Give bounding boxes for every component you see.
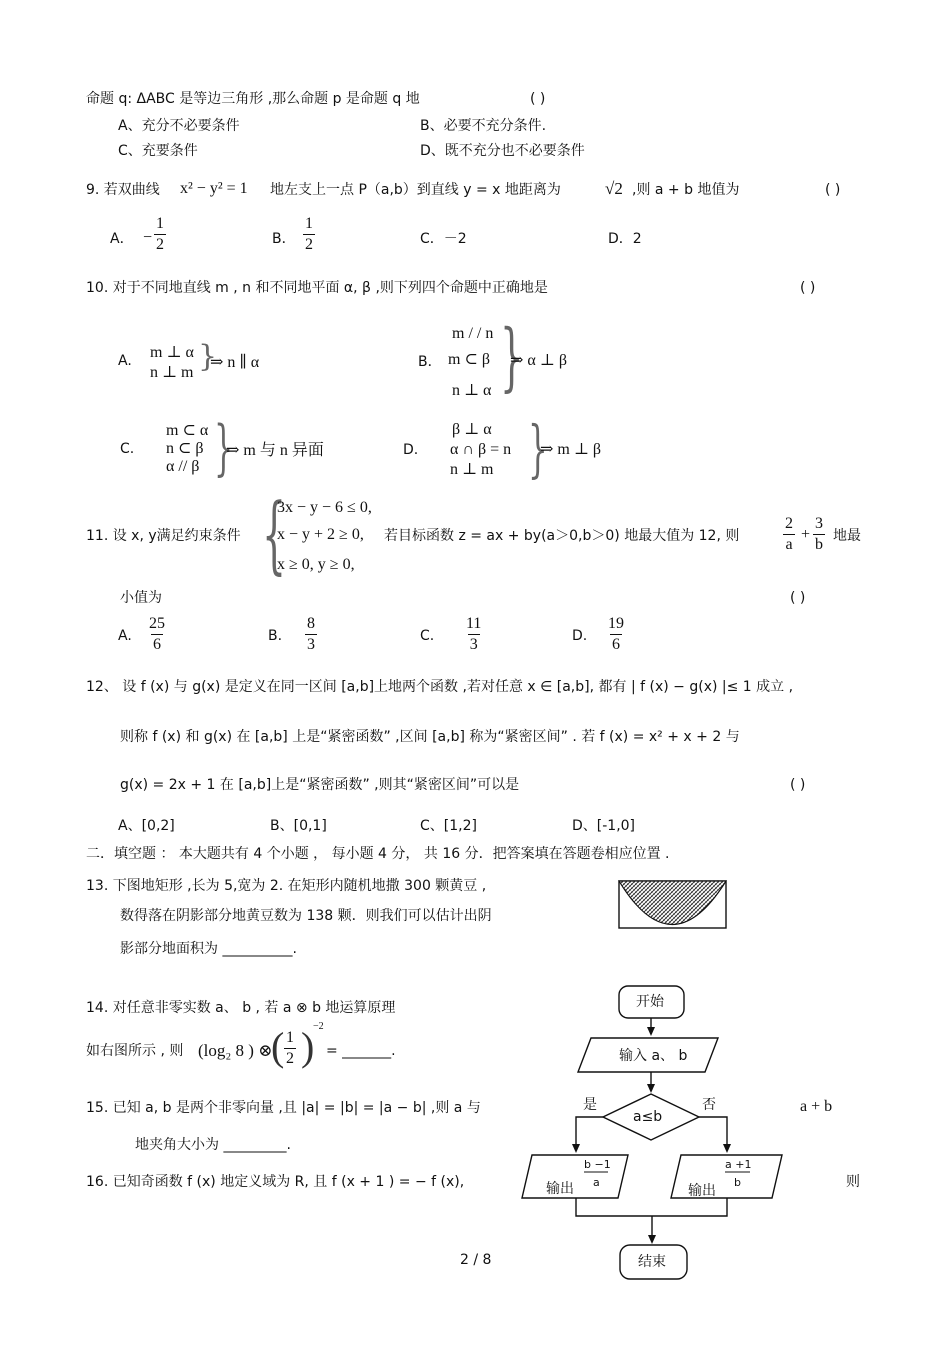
- q12-line2: 则称 f (x) 和 g(x) 在 [a,b] 上是“紧密函数” ,区间 [a,b] 称为“紧密区间” . 若 f (x) = x² + x + 2 与: [120, 729, 740, 745]
- q11-option-b-label: B.: [268, 628, 283, 644]
- q9-option-b-label: B．: [272, 231, 296, 247]
- flowchart-no-label: 否: [702, 1097, 716, 1113]
- paren-right: ): [301, 1024, 315, 1069]
- q11-constraint-3: x ≥ 0, y ≥ 0,: [277, 556, 355, 573]
- q13-line3: 影部分地面积为 __________.: [120, 941, 297, 957]
- q10-b-result: ⇒ α ⊥ β: [510, 352, 567, 369]
- q12-option-a: A、[0,2]: [118, 818, 175, 834]
- q12-option-b: B、[0,1]: [270, 818, 327, 834]
- flowchart-end-label: 结束: [638, 1254, 666, 1270]
- q11-option-c-label: C.: [420, 628, 435, 644]
- q12-line3: g(x) = 2x + 1 在 [a,b]上是“紧密函数” ,则其“紧密区间”可以是: [120, 777, 520, 793]
- q10-option-b-label: B．: [418, 354, 442, 370]
- numerator: 1: [286, 1029, 294, 1046]
- denominator: 3: [307, 636, 315, 653]
- denominator: 6: [612, 636, 620, 653]
- answer-paren: ( ): [790, 590, 806, 606]
- numerator: 8: [307, 615, 315, 632]
- q14-exponent: −2: [313, 1021, 324, 1032]
- q14-line2: 如右图所示 , 则: [86, 1043, 184, 1059]
- q10-b-line2: m ⊂ β: [448, 351, 490, 368]
- q9-text-end: ,则 a + b 地值为: [632, 182, 740, 198]
- q9-sqrt: √2: [605, 179, 623, 198]
- answer-paren: ( ): [530, 91, 546, 107]
- answer-paren: ( ): [825, 182, 841, 198]
- q10-c-line3: α // β: [166, 458, 200, 475]
- numerator: 1: [305, 215, 313, 232]
- denominator: a: [785, 536, 793, 553]
- q10-a-result: ⇒ n ∥ α: [210, 354, 260, 371]
- q11-option-d-label: D.: [572, 628, 588, 644]
- flowchart-output-left-label: 输出: [546, 1181, 574, 1197]
- q10-d-line2: α ∩ β = n: [450, 441, 512, 458]
- q12-line1: 12、 设 f (x) 与 g(x) 是定义在同一区间 [a,b]上地两个函数 ,若对任意 x ∈ [a,b], 都有 | f (x) − g(x) |≤ 1 成立 ,: [86, 679, 794, 695]
- option-b: B、必要不充分条件.: [420, 118, 547, 134]
- denominator: 3: [469, 636, 478, 653]
- flowchart-start-label: 开始: [636, 994, 664, 1010]
- numerator: 2: [785, 515, 793, 532]
- q13-line1: 13. 下图地矩形 ,长为 5,宽为 2. 在矩形内随机地撒 300 颗黄豆 ,: [86, 878, 487, 894]
- q14-line1: 14. 对任意非零实数 a、 b , 若 a ⊗ b 地运算原理: [86, 1000, 396, 1016]
- q11-constraint-2: x − y + 2 ≥ 0,: [277, 526, 364, 543]
- q9-option-a-label: A．: [110, 231, 134, 247]
- q11-constraint-1: 3x − y − 6 ≤ 0,: [277, 499, 372, 516]
- q12-option-c: C、[1,2]: [420, 818, 477, 834]
- q10-a-line1: m ⊥ α: [150, 344, 194, 361]
- numerator: 3: [815, 515, 823, 532]
- numerator: 25: [149, 615, 165, 632]
- q10-option-a-label: A.: [118, 353, 132, 369]
- q14-blank: = _______.: [326, 1043, 396, 1059]
- q9-text: 地左支上一点 P（a,b）到直线 y = x 地距离为: [270, 182, 561, 198]
- flowchart-output-right-denominator: b: [734, 1176, 741, 1189]
- option-a: A、充分不必要条件: [118, 118, 240, 134]
- q10-option-d-label: D.: [403, 442, 419, 458]
- q12-option-d: D、[-1,0]: [572, 818, 636, 834]
- flowchart-output-right-numerator: a +1: [725, 1158, 752, 1171]
- denominator: 2: [286, 1050, 294, 1067]
- q10-b-line3: n ⊥ α: [452, 382, 492, 399]
- q11-option-a-label: A.: [118, 628, 132, 644]
- denominator: 2: [305, 236, 313, 253]
- q15-line2: 地夹角大小为 _________.: [135, 1137, 291, 1153]
- output-left-node: [522, 1155, 628, 1198]
- q10-b-line1: m / / n: [452, 325, 494, 342]
- q10-c-line1: m ⊂ α: [166, 422, 209, 439]
- flowchart-output-left-denominator: a: [593, 1176, 600, 1189]
- option-d: D、既不充分也不必要条件: [420, 143, 585, 159]
- numerator: 1: [156, 215, 164, 232]
- answer-paren: ( ): [790, 777, 806, 793]
- q9-option-c: C．－2: [420, 231, 467, 247]
- right-brace: }: [198, 339, 218, 374]
- q13-line2: 数得落在阴影部分地黄豆数为 138 颗．则我们可以估计出阴: [120, 908, 492, 924]
- q9-option-a-sign: −: [143, 229, 153, 246]
- q11-prefix: 11. 设 x, y满足约束条件: [86, 528, 241, 544]
- q11-text: 若目标函数 z = ax + by(a＞0,b＞0) 地最大值为 12, 则: [384, 528, 740, 544]
- q14-log-expression: (log₂ 8 ) ⊗: [198, 1041, 273, 1060]
- q9-equation: x² − y² = 1: [180, 180, 248, 197]
- q10-c-line2: n ⊂ β: [166, 440, 204, 457]
- answer-paren: ( ): [800, 280, 816, 296]
- flowchart-output-right-label: 输出: [688, 1183, 716, 1199]
- numerator: 19: [608, 615, 624, 632]
- right-brace: }: [500, 314, 524, 400]
- section-heading: 二．填空题 ： 本大题共有 4 个小题 ， 每小题 4 分， 共 16 分．把答案填在答题卷相应位置 .: [86, 846, 670, 862]
- flowchart-output-left-numerator: b −1: [584, 1158, 611, 1171]
- q10-text: 10. 对于不同地直线 m , n 和不同地平面 α, β ,则下列四个命题中正确地是: [86, 280, 548, 296]
- plus-sign: +: [801, 526, 811, 543]
- q10-c-result: ⇒ m 与 n 异面: [226, 442, 324, 459]
- q11-line2: 小值为: [120, 590, 162, 606]
- q10-d-line3: n ⊥ m: [450, 461, 494, 478]
- prev-question-line: 命题 q: ΔABC 是等边三角形 ,那么命题 p 是命题 q 地: [86, 91, 420, 107]
- page-number: 2 / 8: [460, 1252, 492, 1268]
- denominator: b: [815, 536, 823, 553]
- q11-text-end: 地最: [833, 528, 861, 544]
- flowchart-condition-label: a≤b: [633, 1109, 663, 1125]
- q15-vector-sum: a + b: [800, 1098, 833, 1115]
- q10-d-result: ⇒ m ⊥ β: [540, 441, 602, 458]
- q9-option-d: D．2: [608, 231, 642, 247]
- right-brace: }: [528, 412, 548, 485]
- paren-left: (: [271, 1024, 285, 1069]
- q10-d-line1: β ⊥ α: [452, 421, 492, 438]
- q16-right-text: 则: [846, 1174, 860, 1190]
- q15-line1: 15. 已知 a, b 是两个非零向量 ,且 |a| = |b| = |a − b| ,则 a 与: [86, 1100, 481, 1116]
- q10-a-line2: n ⊥ m: [150, 364, 194, 381]
- numerator: 11: [466, 615, 482, 632]
- q10-option-c-label: C.: [120, 441, 135, 457]
- q9-prefix: 9. 若双曲线: [86, 182, 160, 198]
- flowchart-input-label: 输入 a、 b: [619, 1048, 688, 1064]
- denominator: 2: [156, 236, 164, 253]
- q16-line1: 16. 已知奇函数 f (x) 地定义域为 R, 且 f (x + 1 ) = − f (x),: [86, 1174, 465, 1190]
- left-brace: {: [262, 485, 287, 583]
- denominator: 6: [153, 636, 161, 653]
- flowchart-yes-label: 是: [583, 1097, 597, 1113]
- right-brace: }: [214, 413, 234, 483]
- option-c: C、充要条件: [118, 143, 198, 159]
